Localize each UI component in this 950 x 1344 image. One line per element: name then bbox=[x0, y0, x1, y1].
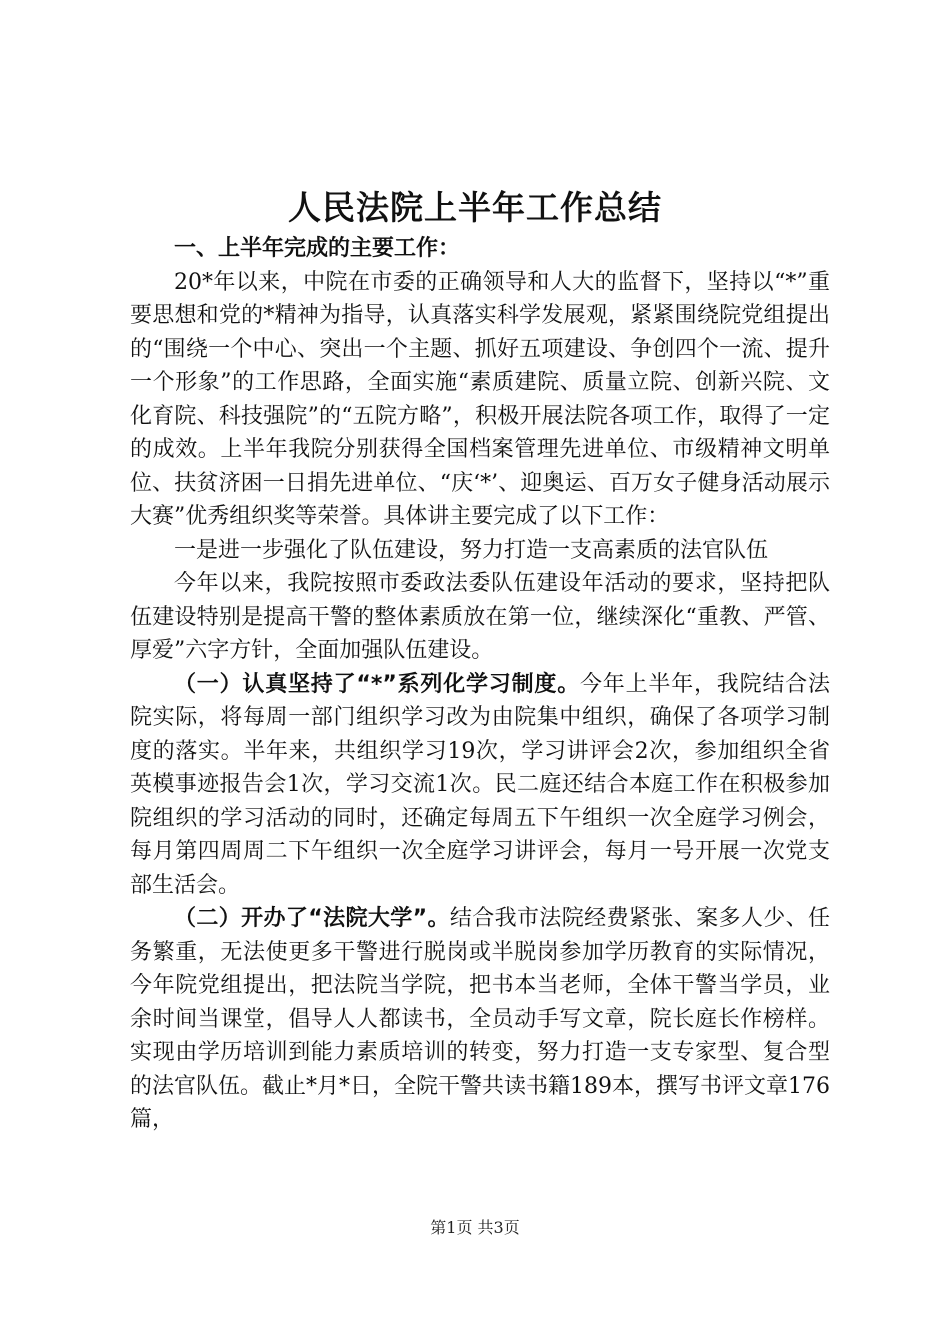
document-body bbox=[130, 232, 830, 1137]
paragraph-court-university bbox=[130, 902, 830, 1137]
section-heading: 一、上半年完成的主要工作： bbox=[174, 236, 461, 261]
court-university-body: 结合我市法院经费紧张、案多人少、任务繁重，无法使更多干警进行脱岗或半脱岗参加学历教育的实际情况，今年院党组提出，把法院当学院，把书本当老师，全体干警当学员，业余时间当课堂，倡导人人都读书，全员动手写文章，院长庭长作榜样。实现由学历培训到能力素质培训的转变，努力打造一支专家型、复合型的法官队伍。截止*月*日，全院干警共读书籍189本，撰写书评文章176篇， bbox=[130, 906, 830, 1132]
document-title: 人民法院上半年工作总结 bbox=[288, 188, 662, 227]
paragraph-team-building-detail: 今年以来，我院按照市委政法委队伍建设年活动的要求，坚持把队伍建设特别是提高干警的整体素质放在第一位，继续深化“重教、严管、厚爱”六字方针，全面加强队伍建设。 bbox=[130, 571, 830, 663]
paragraph-intro: 20*年以来，中院在市委的正确领导和人大的监督下，坚持以“*”重要思想和党的*精神为指导，认真落实科学发展观，紧紧围绕院党组提出的“围绕一个中心、突出一个主题、抓好五项建设、争创四个一流、提升一个形象”的工作思路，全面实施“素质建院、质量立院、创新兴院、文化育院、科技强院”的“五院方略”，积极开展法院各项工作，取得了一定的成效。上半年我院分别获得全国档案管理先进单位、市级精神文明单位、扶贫济困一日捐先进单位、“庆‘*’、迎奥运、百万女子健身活动展示大赛”优秀组织奖等荣誉。具体讲主要完成了以下工作： bbox=[130, 269, 830, 529]
study-system-body: 今年上半年，我院结合法院实际，将每周一部门组织学习改为由院集中组织，确保了各项学习制度的落实。半年来，共组织学习19次，学习讲评会2次，参加组织全省英模事迹报告会1次，学习交流1次。民二庭还结合本庭工作在积极参加院组织的学习活动的同时，还确定每周五下午组织一次全庭学习例会，每月第四周周二下午组织一次全庭学习讲评会，每月一号开展一次党支部生活会。 bbox=[130, 671, 830, 898]
paragraph-team-building-point: 一是进一步强化了队伍建设，努力打造一支高素质的法官队伍 bbox=[174, 537, 769, 563]
page-footer: 第1页 共3页 bbox=[430, 1218, 520, 1237]
paragraph-study-system bbox=[130, 668, 830, 903]
study-system-lead: （一）认真坚持了“*”系列化学习制度。 bbox=[174, 671, 580, 697]
court-university-lead: （二）开办了“法院大学”。 bbox=[174, 906, 450, 931]
